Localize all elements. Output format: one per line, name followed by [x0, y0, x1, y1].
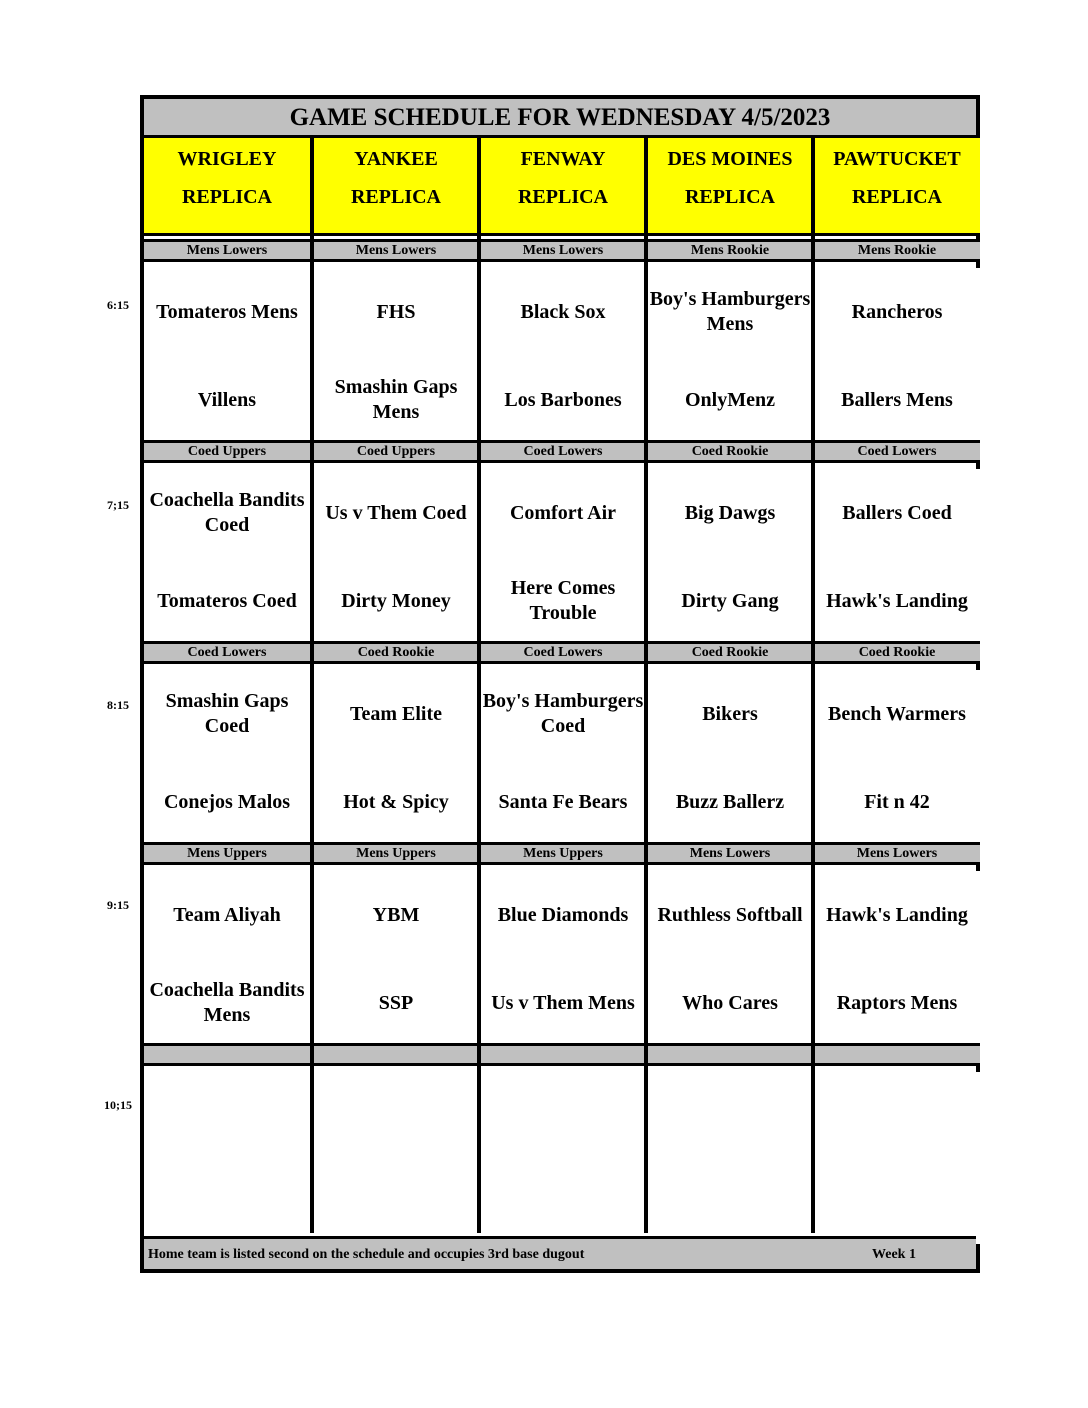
field-header [480, 138, 646, 236]
game-slot [647, 1072, 813, 1244]
field-name: DES MOINES [667, 148, 793, 170]
game-slot [480, 469, 646, 641]
home-team: Dirty Money [341, 589, 451, 612]
game-slot [480, 871, 646, 1043]
division-label: Mens Lowers [313, 239, 479, 262]
division-label: Coed Lowers [480, 440, 646, 463]
division-label: Coed Uppers [313, 440, 479, 463]
away-team [146, 1072, 308, 1160]
field-column [814, 138, 980, 1233]
division-label [814, 1043, 980, 1066]
division-label: Mens Rookie [814, 239, 980, 262]
field-header [144, 138, 310, 236]
game-slot [647, 670, 813, 842]
game-slot [313, 268, 479, 440]
field-header [313, 138, 479, 236]
away-team: Rancheros [851, 300, 943, 323]
game-slot [144, 871, 310, 1043]
home-team: Here Comes Trouble [510, 577, 616, 624]
field-name: WRIGLEY [177, 148, 277, 170]
division-label: Mens Lowers [647, 842, 813, 865]
division-label: Coed Lowers [144, 641, 310, 664]
division-label: Coed Lowers [814, 440, 980, 463]
field-header [647, 138, 813, 236]
game-slot [480, 268, 646, 440]
field-header [814, 138, 980, 236]
game-slot [814, 469, 980, 641]
away-team: Coachella Bandits Coed [149, 489, 305, 536]
away-team: Black Sox [520, 300, 606, 323]
field-name: FENWAY [520, 148, 606, 170]
away-team: YBM [372, 903, 420, 926]
home-team: Raptors Mens [836, 991, 958, 1014]
game-slot [313, 871, 479, 1043]
game-slot [144, 268, 310, 440]
division-label: Mens Uppers [144, 842, 310, 865]
away-team: Blue Diamonds [497, 903, 629, 926]
game-slot [647, 268, 813, 440]
away-team: FHS [376, 300, 416, 323]
home-team: Us v Them Mens [491, 991, 635, 1014]
away-team: Us v Them Coed [325, 501, 467, 524]
field-column [480, 138, 646, 1233]
game-slot [144, 469, 310, 641]
away-team: Boy's Hamburgers Coed [482, 690, 644, 737]
home-team: Who Cares [682, 991, 778, 1014]
game-slot [647, 871, 813, 1043]
time-label: 7;15 [107, 498, 129, 512]
field-name: PAWTUCKET [833, 148, 961, 170]
home-team: Santa Fe Bears [498, 790, 628, 813]
home-team: SSP [378, 991, 414, 1014]
home-team: Villens [197, 388, 257, 411]
column-divider [310, 138, 314, 1233]
away-team: Team Elite [349, 702, 443, 725]
game-slot [814, 1072, 980, 1244]
division-label: Mens Lowers [480, 239, 646, 262]
away-team: Bikers [702, 702, 758, 725]
home-team: OnlyMenz [685, 388, 775, 411]
division-label: Mens Rookie [647, 239, 813, 262]
division-label: Coed Lowers [480, 641, 646, 664]
schedule-sheet [140, 95, 980, 1273]
field-subtitle: REPLICA [684, 186, 775, 208]
division-label [647, 1043, 813, 1066]
home-team: Hot & Spicy [343, 790, 449, 813]
division-label [313, 1043, 479, 1066]
away-team: Ballers Coed [842, 501, 952, 524]
home-team [649, 1160, 811, 1248]
away-team: Boy's Hamburgers Mens [649, 288, 811, 335]
column-divider [644, 138, 648, 1233]
division-label: Coed Uppers [144, 440, 310, 463]
game-slot [647, 469, 813, 641]
away-team: Ruthless Softball [657, 903, 803, 926]
away-team: Comfort Air [509, 501, 617, 524]
home-team: Buzz Ballerz [675, 790, 785, 813]
field-subtitle: REPLICA [350, 186, 441, 208]
away-team [816, 1072, 978, 1160]
division-label: Mens Lowers [814, 842, 980, 865]
game-slot [144, 670, 310, 842]
field-column [144, 138, 310, 1233]
home-team [816, 1160, 978, 1248]
division-label [480, 1043, 646, 1066]
game-slot [480, 670, 646, 842]
field-subtitle: REPLICA [181, 186, 272, 208]
division-label: Mens Uppers [480, 842, 646, 865]
game-slot [480, 1072, 646, 1244]
division-label [144, 1043, 310, 1066]
away-team [649, 1072, 811, 1160]
time-label: 10;15 [104, 1098, 132, 1112]
schedule-title: GAME SCHEDULE FOR WEDNESDAY 4/5/2023 [144, 99, 976, 138]
away-team [482, 1072, 644, 1160]
away-team: Bench Warmers [828, 702, 966, 725]
field-name: YANKEE [354, 148, 438, 170]
column-divider [811, 138, 815, 1233]
home-team [146, 1160, 308, 1248]
division-label: Mens Uppers [313, 842, 479, 865]
game-slot [814, 268, 980, 440]
time-label: 6:15 [107, 298, 129, 312]
away-team: Tomateros Mens [156, 300, 298, 323]
field-subtitle: REPLICA [517, 186, 608, 208]
home-team [482, 1160, 644, 1248]
division-label: Coed Rookie [647, 440, 813, 463]
field-column [313, 138, 479, 1233]
column-divider [477, 138, 481, 1233]
footer-note: Home team is listed second on the schedule and occupies 3rd base dugout [148, 1247, 585, 1262]
home-team: Hawk's Landing [826, 589, 968, 612]
home-team: Coachella Bandits Mens [149, 979, 305, 1026]
game-slot [313, 1072, 479, 1244]
away-team: Smashin Gaps Coed [165, 690, 289, 737]
footer-bar [144, 1236, 976, 1269]
home-team: Tomateros Coed [157, 589, 297, 612]
game-slot [313, 469, 479, 641]
home-team: Los Barbones [504, 388, 622, 411]
game-slot [814, 871, 980, 1043]
division-label: Coed Rookie [647, 641, 813, 664]
home-team: Conejos Malos [163, 790, 291, 813]
division-label: Mens Lowers [144, 239, 310, 262]
home-team: Dirty Gang [681, 589, 779, 612]
game-slot [144, 1072, 310, 1244]
away-team: Team Aliyah [173, 903, 281, 926]
home-team: Ballers Mens [841, 388, 953, 411]
home-team [315, 1160, 477, 1248]
week-label: Week 1 [872, 1247, 916, 1262]
division-label: Coed Rookie [313, 641, 479, 664]
away-team [315, 1072, 477, 1160]
away-team: Big Dawgs [684, 501, 776, 524]
game-slot [814, 670, 980, 842]
home-team: Smashin Gaps Mens [334, 376, 458, 423]
division-label: Coed Rookie [814, 641, 980, 664]
field-subtitle: REPLICA [851, 186, 942, 208]
field-column [647, 138, 813, 1233]
time-label: 8:15 [107, 698, 129, 712]
game-slot [313, 670, 479, 842]
time-label: 9:15 [107, 898, 129, 912]
home-team: Fit n 42 [864, 790, 930, 813]
away-team: Hawk's Landing [826, 903, 968, 926]
